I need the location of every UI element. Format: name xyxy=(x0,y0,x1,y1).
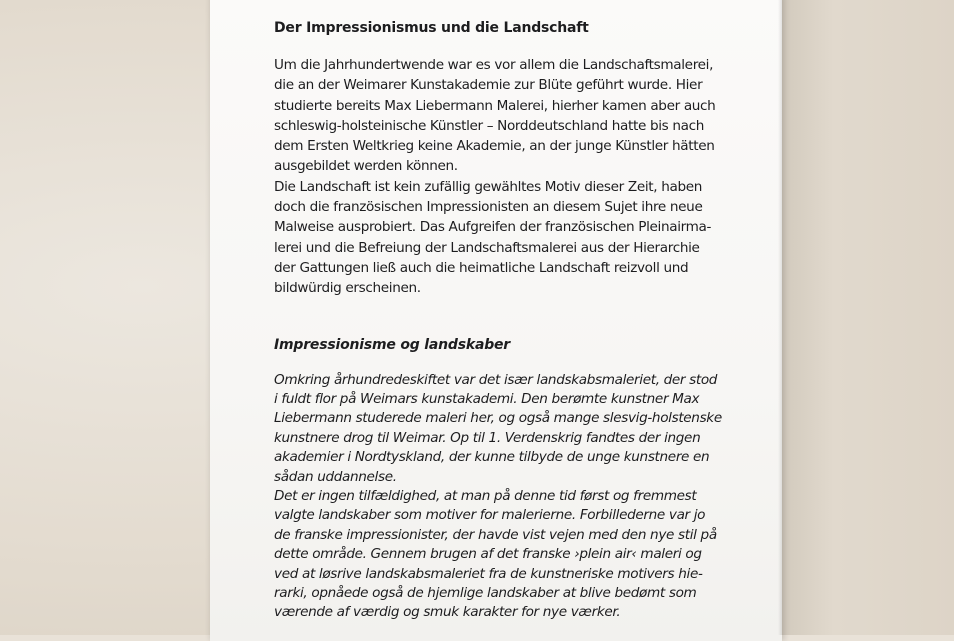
german-line: die an der Weimarer Kunstakademie zur Blüte geführt wurde. Hier xyxy=(274,77,703,94)
danish-line: de franske impressionister, der havde vist vejen med den nye stil på xyxy=(274,526,717,543)
danish-line: dette område. Gennem brugen af det franske ›plein air‹ maleri og xyxy=(274,546,702,563)
danish-body xyxy=(274,371,744,623)
german-line: Malweise ausprobiert. Das Aufgreifen der französischen Pleinairma- xyxy=(274,219,712,236)
german-line: dem Ersten Weltkrieg keine Akademie, an der junge Künstler hätten xyxy=(274,138,715,155)
danish-line: værende af værdig og smuk karakter for nye værker. xyxy=(274,604,621,621)
german-line: doch die französischen Impressionisten an diesem Sujet ihre neue xyxy=(274,199,703,216)
german-line: bildwürdig erscheinen. xyxy=(274,280,421,297)
german-body xyxy=(274,55,744,299)
german-line: lerei und die Befreiung der Landschaftsmalerei aus der Hierarchie xyxy=(274,239,700,256)
danish-line: kunstnere drog til Weimar. Op til 1. Verdenskrig fandtes der ingen xyxy=(274,429,701,446)
german-line: studierte bereits Max Liebermann Malerei, hierher kamen aber auch xyxy=(274,97,716,114)
danish-line: Det er ingen tilfældighed, at man på denne tid først og fremmest xyxy=(274,488,697,504)
danish-line: ved at løsrive landskabsmaleriet fra de kunstneriske motivers hie- xyxy=(274,565,703,582)
danish-line: valgte landskaber som motiver for malerierne. Forbillederne var jo xyxy=(274,507,706,524)
german-heading: Der Impressionismus und die Landschaft xyxy=(274,20,589,36)
german-line: Die Landschaft ist kein zufällig gewähltes Motiv dieser Zeit, haben xyxy=(274,178,702,195)
danish-line: akademier i Nordtyskland, der kunne tilbyde de unge kunstnere en xyxy=(274,449,710,466)
panel-content xyxy=(274,17,744,623)
danish-heading: Impressionisme og landskaber xyxy=(274,336,511,353)
danish-line: rarki, opnåede også de hjemlige landskaber at blive bedømt som xyxy=(274,585,697,602)
panel-edge-shadow xyxy=(778,0,782,635)
german-line: der Gattungen ließ auch die heimatliche Landschaft reizvoll und xyxy=(274,259,689,276)
german-line: ausgebildet werden können. xyxy=(274,158,458,175)
german-line: Um die Jahrhundertwende war es vor allem die Landschaftsmalerei, xyxy=(274,57,714,73)
danish-line: Liebermann studerede maleri her, og også mange slesvig-holstenske xyxy=(274,410,722,427)
wall-right-section xyxy=(782,0,954,635)
german-line: schleswig-holsteinische Künstler – Norddeutschland hatte bis nach xyxy=(274,117,705,134)
danish-line: sådan uddannelse. xyxy=(274,468,397,485)
danish-line: Omkring århundredeskiftet var det især landskabsmaleriet, der stod xyxy=(274,371,718,388)
danish-line: i fuldt flor på Weimars kunstakademi. Den berømte kunstner Max xyxy=(274,390,700,407)
